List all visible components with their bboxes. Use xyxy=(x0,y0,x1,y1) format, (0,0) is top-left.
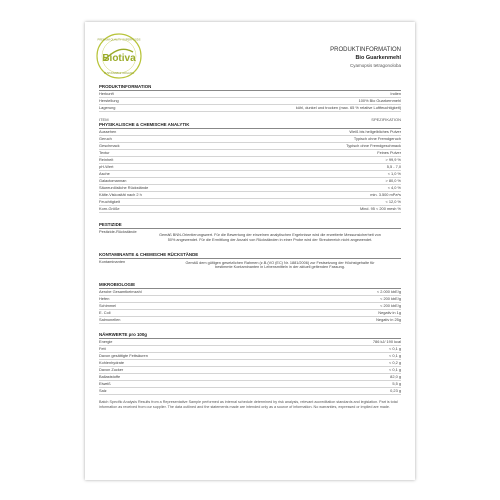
row-label: Reinheit xyxy=(99,157,114,162)
section-heading-naehrwerte: NÄHRWERTE pro 100g xyxy=(99,332,401,339)
row-value: < 200 kbE/g xyxy=(380,296,401,302)
row-label: Herstellung xyxy=(99,98,119,103)
row-value: 5,5 g xyxy=(392,381,401,387)
logo-text: Biotiva xyxy=(102,53,136,64)
row-label: Kälte-Viskosität nach 2 h xyxy=(99,192,142,197)
section-heading-kontaminanten: KONTAMINANTE & CHEMISCHE RÜCKSTÄNDE xyxy=(99,252,401,259)
row-label: Kohlenhydrate xyxy=(99,360,125,366)
row-label: Asche xyxy=(99,171,110,176)
row-value: 100% Bio Guarkernmehl xyxy=(358,98,401,103)
table-row xyxy=(99,388,401,395)
row-label: Fett xyxy=(99,346,106,352)
row-label: Davon Zucker xyxy=(99,367,124,373)
disclaimer-text: Batch Specific Analysis Results from a Representative Sample performed as internal schedule determined by risk analysis, relevant accreditation standards and legislation. Part is total information as received from our supplier. The data outlined and the statements made are intended only as a source of information. No warranties, expressed or implied are made. xyxy=(99,400,398,409)
row-label: pH-Wert xyxy=(99,164,114,169)
biotiva-logo xyxy=(95,32,143,80)
row-value: Negativ in 1g xyxy=(378,310,401,316)
table-row xyxy=(99,289,401,296)
table-row xyxy=(99,157,401,164)
table-row xyxy=(99,367,401,374)
row-value: 5,5 - 7,0 xyxy=(386,164,401,169)
row-value: 0,23 g xyxy=(390,388,401,394)
kontaminanten-label: Kontaminanten xyxy=(99,258,126,264)
row-value: Mind. 95 < 200 mesh % xyxy=(360,206,401,211)
table-row xyxy=(99,136,401,143)
pestizide-text: Gemäß BNN-Orientierungswert. Für die Bewertung der einzelnen analytischen Ergebnisse wird die erweiterte Messunsicherheit von 50% angewendet. Für die Ermittlung der Anzahl von Rückständen in einer Probe wird der Streubereich nicht angewendet. xyxy=(159,233,381,242)
row-value: < 0,1 g xyxy=(388,353,401,359)
row-value: kühl, dunkel und trocken (max. 65 % relative Luftfeuchtigkeit) xyxy=(295,105,401,110)
row-value: < 0,1 g xyxy=(388,346,401,352)
row-label: Salmonellen xyxy=(99,317,121,323)
pestizide-block xyxy=(99,229,401,243)
table-row xyxy=(99,296,401,303)
document-header xyxy=(330,46,401,70)
table-row xyxy=(99,150,401,157)
row-value: Weiß bis hellgelbliches Pulver xyxy=(349,129,401,134)
table-row xyxy=(99,199,401,206)
physik-rows xyxy=(99,129,401,213)
row-value: < 200 kbE/g xyxy=(380,303,401,309)
table-row xyxy=(99,185,401,192)
table-row xyxy=(99,178,401,185)
row-label: Schimmel xyxy=(99,303,117,309)
row-label: Energie xyxy=(99,339,113,345)
row-label: Lagerung xyxy=(99,105,116,110)
section-heading-mikro: MIKROBIOLOGIE xyxy=(99,282,401,289)
row-label: Eiweiß xyxy=(99,381,111,387)
row-label: Davon gesättigte Fettsäuren xyxy=(99,353,148,359)
table-row xyxy=(99,129,401,136)
row-label: Hefen xyxy=(99,296,110,302)
table-row xyxy=(99,206,401,213)
row-label: Salz xyxy=(99,388,107,394)
kontaminanten-text: Gemäß dem gültigen gesetzlichen Rahmen (z.B.(VO (EC) Nr. 1881/2006) zur Festsetzung der Höchstgehalte für bestimmte Kontaminanten in Lebensmitteln in der aktuell geltenden Fassung. xyxy=(185,260,375,270)
spec-column-label: SPEZIFIKATION xyxy=(371,117,401,122)
row-label: Säureunlösliche Rückstände xyxy=(99,185,149,190)
row-value: Negativ in 25g xyxy=(376,317,401,323)
item-column-label: ITEM xyxy=(99,117,109,122)
table-row xyxy=(99,91,401,98)
produkt-rows xyxy=(99,91,401,112)
row-value: < 4,0 % xyxy=(387,185,401,190)
row-label: Geruch xyxy=(99,136,112,141)
table-row xyxy=(99,164,401,171)
specification-content xyxy=(99,84,401,409)
table-row xyxy=(99,105,401,112)
logo-ring-top: PREMIUM QUALITY SUPERFOODS xyxy=(97,38,141,42)
table-row xyxy=(99,381,401,388)
table-row xyxy=(99,310,401,317)
table-row xyxy=(99,360,401,367)
row-value: Feines Pulver xyxy=(377,150,401,155)
row-value: Typisch ohne Fremdgeruch xyxy=(353,136,401,141)
row-label: Aerobe Gesamtkeimzahl xyxy=(99,289,142,295)
section-heading-pestizide: PESTIZIDE xyxy=(99,222,401,229)
row-label: Galactomannan xyxy=(99,178,127,183)
table-row xyxy=(99,353,401,360)
table-row xyxy=(99,374,401,381)
row-label: Aussehen xyxy=(99,129,117,134)
row-value: < 2.000 kbE/g xyxy=(376,289,401,295)
row-value: < 0,1 g xyxy=(388,367,401,373)
document-title: PRODUKTINFORMATION xyxy=(330,47,401,53)
pestizide-label: Pestizide-Rückstände xyxy=(99,229,137,234)
table-row xyxy=(99,98,401,105)
section-heading-produkt: PRODUKTINFORMATION xyxy=(99,84,401,91)
logo-ring-bottom: SUSTAINABLE ORGANIC xyxy=(103,72,135,75)
row-label: Geschmack xyxy=(99,143,120,148)
row-value: Typisch ohne Fremdgeschmack xyxy=(346,143,401,148)
row-value: 786 kJ/ 190 kcal xyxy=(372,339,401,345)
row-value: min. 3.500 mPa*s xyxy=(370,192,401,197)
table-row xyxy=(99,303,401,310)
row-value: Indien xyxy=(390,91,401,96)
kontaminanten-block xyxy=(99,259,401,271)
row-label: E. Coli xyxy=(99,310,111,316)
row-value: > 80,0 % xyxy=(385,178,401,183)
row-value: < 0,2 g xyxy=(388,360,401,366)
table-row xyxy=(99,171,401,178)
naehrwerte-rows xyxy=(99,339,401,395)
row-label: Ballaststoffe xyxy=(99,374,121,380)
mikro-rows xyxy=(99,289,401,324)
table-row xyxy=(99,143,401,150)
row-label: Korn-Größe xyxy=(99,206,120,211)
row-label: Herkunft xyxy=(99,91,114,96)
table-row xyxy=(99,317,401,324)
table-row xyxy=(99,192,401,199)
section-heading-physik: PHYSIKALISCHE & CHEMISCHE ANALYTIK xyxy=(99,122,401,129)
table-row xyxy=(99,346,401,353)
row-value: > 99,9 % xyxy=(385,157,401,162)
row-label: Feuchtigkeit xyxy=(99,199,120,204)
document-page xyxy=(85,22,415,480)
row-value: < 12,0 % xyxy=(385,199,401,204)
product-latin-name: Cyamopsis tetragonoloba xyxy=(349,63,401,68)
row-label: Textur xyxy=(99,150,110,155)
row-value: < 1,0 % xyxy=(387,171,401,176)
product-name: Bio Guarkenmehl xyxy=(355,55,401,61)
table-row xyxy=(99,339,401,346)
row-value: 82,0 g xyxy=(390,374,401,380)
